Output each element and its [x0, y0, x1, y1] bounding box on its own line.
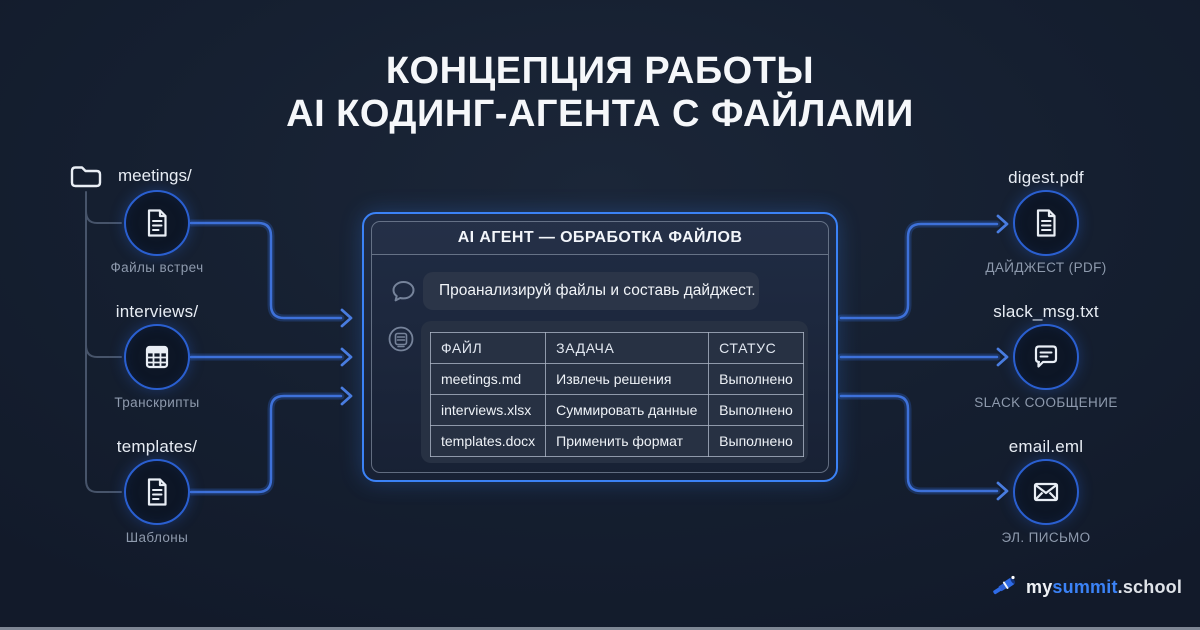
- brand-logo-text: [1026, 577, 1182, 598]
- agent-prompt-bubble: Проанализируй файлы и составь дайджест.: [423, 272, 759, 310]
- source-folder-name-meetings: meetings/: [118, 166, 192, 185]
- cell-status: Выполнено: [709, 395, 804, 426]
- source-folder-name-interviews: interviews/: [115, 302, 199, 321]
- output-file-digest: digest.pdf: [1008, 168, 1084, 187]
- output-label-digest: ДАЙДЖЕСТ (PDF): [985, 260, 1107, 275]
- table-row: [431, 364, 804, 395]
- agent-icon: [387, 325, 415, 353]
- cell-task: Применить формат: [546, 426, 709, 457]
- output-node-digest: [1013, 190, 1079, 256]
- source-label-templates: Шаблоны: [125, 530, 189, 545]
- cell-file: interviews.xlsx: [431, 395, 546, 426]
- telescope-icon: [987, 573, 1019, 601]
- document-icon: [140, 475, 174, 509]
- agent-task-table-card: [421, 321, 808, 463]
- column-header-file: ФАЙЛ: [431, 333, 546, 364]
- output-label-email: ЭЛ. ПИСЬМО: [1001, 530, 1091, 545]
- agent-task-table: [430, 332, 804, 457]
- column-header-status: СТАТУС: [709, 333, 804, 364]
- envelope-icon: [1029, 475, 1063, 509]
- agent-panel: [362, 212, 838, 482]
- output-file-email: email.eml: [1008, 437, 1084, 456]
- folder-icon: [68, 162, 104, 190]
- logo-prefix: my: [1026, 576, 1053, 597]
- document-icon: [1029, 206, 1063, 240]
- logo-suffix: .school: [1117, 576, 1183, 597]
- output-label-slack: SLACK СООБЩЕНИЕ: [974, 395, 1118, 410]
- output-node-slack: [1013, 324, 1079, 390]
- source-node-templates: [124, 459, 190, 525]
- chat-bubble-icon: [390, 278, 417, 305]
- table-row: [431, 426, 804, 457]
- cell-status: Выполнено: [709, 364, 804, 395]
- source-node-meetings: [124, 190, 190, 256]
- source-label-meetings: Файлы встреч: [110, 260, 204, 275]
- source-label-interviews: Транскрипты: [114, 395, 200, 410]
- page-title-line1: КОНЦЕПЦИЯ РАБОТЫ: [385, 50, 815, 92]
- cell-task: Извлечь решения: [546, 364, 709, 395]
- cell-task: Суммировать данные: [546, 395, 709, 426]
- cell-file: templates.docx: [431, 426, 546, 457]
- page-title-line2: AI КОДИНГ-АГЕНТА С ФАЙЛАМИ: [286, 93, 914, 135]
- cell-status: Выполнено: [709, 426, 804, 457]
- table-row: [431, 395, 804, 426]
- spreadsheet-icon: [140, 340, 174, 374]
- source-folder-name-templates: templates/: [116, 437, 198, 456]
- output-file-slack: slack_msg.txt: [993, 302, 1099, 321]
- chat-lines-icon: [1029, 340, 1063, 374]
- source-node-interviews: [124, 324, 190, 390]
- column-header-task: ЗАДАЧА: [546, 333, 709, 364]
- cell-file: meetings.md: [431, 364, 546, 395]
- output-node-email: [1013, 459, 1079, 525]
- document-icon: [140, 206, 174, 240]
- agent-panel-header: AI АГЕНТ — ОБРАБОТКА ФАЙЛОВ: [372, 222, 828, 255]
- page-title: [0, 50, 1200, 136]
- brand-logo: [987, 573, 1182, 601]
- table-header-row: [431, 333, 804, 364]
- logo-highlight: summit: [1052, 576, 1118, 597]
